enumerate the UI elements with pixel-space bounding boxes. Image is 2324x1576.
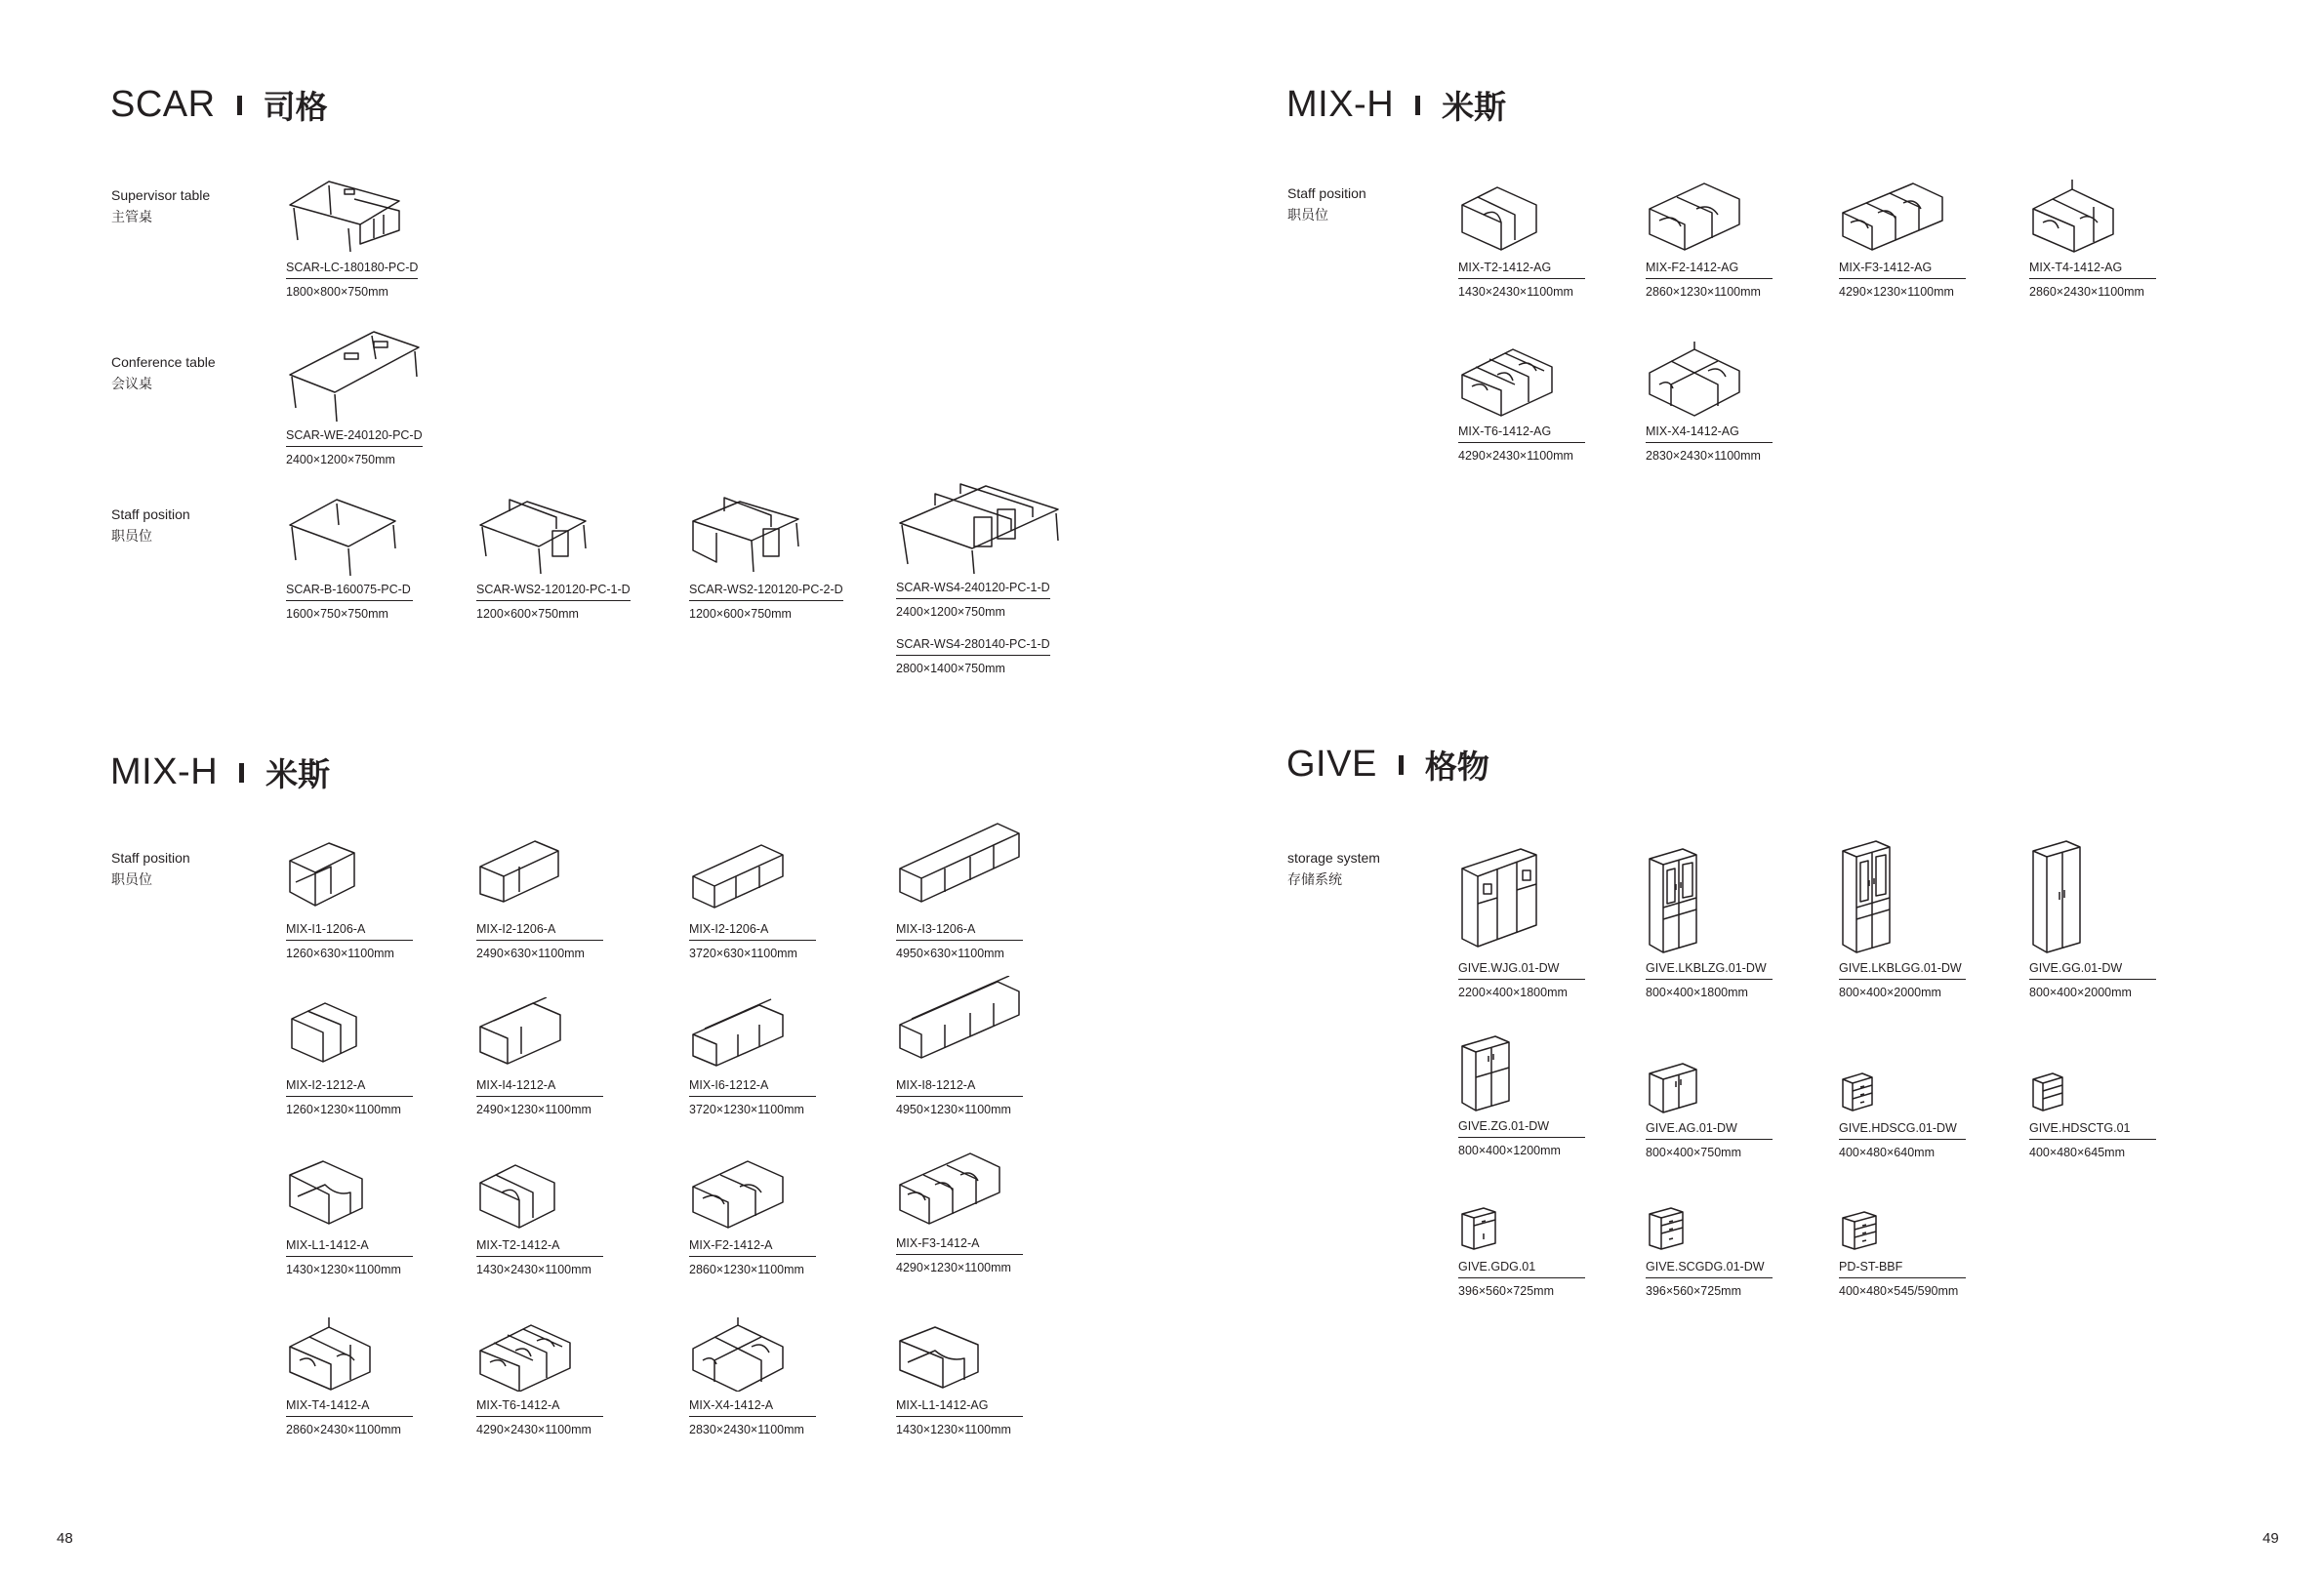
product-item — [1646, 180, 1826, 301]
product-item — [1458, 180, 1639, 301]
product-code: GIVE.SCGDG.01-DW — [1646, 1259, 1773, 1278]
cubicle-1-icon — [286, 837, 364, 915]
product-code: GIVE.ZG.01-DW — [1458, 1118, 1585, 1138]
section-title-cn: 米斯 — [1442, 89, 1507, 125]
product-item — [476, 997, 657, 1118]
product-code: PD-ST-BBF — [1839, 1259, 1966, 1278]
product-code: MIX-I6-1212-A — [689, 1077, 816, 1097]
product-code: GIVE.WJG.01-DW — [1458, 960, 1585, 980]
category-label-en: storage system — [1287, 850, 1380, 866]
product-item — [2029, 180, 2210, 301]
product-dims: 4290×2430×1100mm — [476, 1423, 591, 1436]
product-item — [1646, 845, 1826, 1001]
product-dims: 2860×1230×1100mm — [1646, 285, 1761, 299]
product-code: MIX-I4-1212-A — [476, 1077, 603, 1097]
product-item — [286, 176, 467, 301]
l-desk-icon — [286, 176, 403, 254]
t-cubicle-icon — [476, 1157, 558, 1232]
category-label-en: Staff position — [111, 850, 190, 866]
product-dims: 2400×1200×750mm — [286, 453, 395, 466]
product-item — [476, 1317, 657, 1438]
glass-cabinet-icon — [1646, 845, 1704, 954]
product-code: SCAR-WS2-120120-PC-1-D — [476, 582, 631, 601]
cubicle-double-3-icon — [689, 997, 787, 1071]
title-divider — [1399, 755, 1404, 775]
mixh-right-heading — [1286, 82, 1506, 128]
product-item — [2029, 1070, 2210, 1161]
product-code: MIX-T6-1412-AG — [1458, 424, 1585, 443]
product-dims: 2200×400×1800mm — [1458, 986, 1568, 999]
product-dims: 1260×630×1100mm — [286, 947, 394, 960]
product-dims: 4290×1230×1100mm — [896, 1261, 1011, 1274]
product-dims: 1200×600×750mm — [476, 607, 579, 621]
f3-cubicle-icon — [896, 1150, 1003, 1230]
t4-cubicle-icon — [286, 1317, 374, 1392]
product-dims: 800×400×1200mm — [1458, 1144, 1561, 1157]
product-item — [1839, 180, 2019, 301]
title-divider — [237, 96, 242, 115]
file-pedestal-icon — [1646, 1204, 1689, 1253]
f2-cubicle-icon — [1646, 180, 1743, 254]
product-dims: 3720×630×1100mm — [689, 947, 797, 960]
tall-glass-cabinet-icon — [1839, 837, 1897, 954]
product-dims: 4290×2430×1100mm — [1458, 449, 1573, 463]
product-dims: 400×480×545/590mm — [1839, 1284, 1959, 1298]
workstation-4-icon — [896, 480, 1062, 574]
product-dims: 4950×630×1100mm — [896, 947, 1004, 960]
cubicle-double-1-icon — [286, 997, 364, 1071]
product-code: GIVE.GG.01-DW — [2029, 960, 2156, 980]
product-item — [286, 997, 467, 1118]
product-code: MIX-F2-1412-A — [689, 1237, 816, 1257]
title-divider — [1415, 96, 1420, 115]
cubicle-4-icon — [896, 818, 1023, 915]
product-code: GIVE.LKBLZG.01-DW — [1646, 960, 1773, 980]
product-item — [896, 1323, 1077, 1438]
product-dims: 1430×1230×1100mm — [286, 1263, 401, 1276]
product-code: MIX-X4-1412-AG — [1646, 424, 1773, 443]
category-label-cn: 职员位 — [111, 871, 152, 887]
product-code: MIX-F3-1412-AG — [1839, 260, 1966, 279]
wide-cabinet-icon — [1458, 845, 1540, 954]
product-dims: 2830×2430×1100mm — [1646, 449, 1761, 463]
product-dims: 396×560×725mm — [1458, 1284, 1554, 1298]
title-divider — [239, 763, 244, 783]
low-cabinet-icon — [1646, 1060, 1704, 1114]
product-item — [896, 818, 1077, 962]
product-item — [286, 328, 467, 468]
product-dims: 4290×1230×1100mm — [1839, 285, 1954, 299]
product-item — [476, 1157, 657, 1278]
product-code: GIVE.GDG.01 — [1458, 1259, 1585, 1278]
product-item — [2029, 837, 2210, 1001]
medium-cabinet-icon — [1458, 1032, 1517, 1112]
product-dims: 4950×1230×1100mm — [896, 1103, 1011, 1116]
product-dims: 2490×1230×1100mm — [476, 1103, 591, 1116]
product-code: MIX-I1-1206-A — [286, 921, 413, 941]
product-code: GIVE.LKBLGG.01-DW — [1839, 960, 1966, 980]
product-item — [286, 1317, 467, 1438]
section-title-en: GIVE — [1286, 744, 1377, 785]
category-staff — [111, 847, 190, 890]
category-label-cn: 存储系统 — [1287, 871, 1342, 887]
product-code: GIVE.HDSCG.01-DW — [1839, 1120, 1966, 1140]
product-dims: 3720×1230×1100mm — [689, 1103, 804, 1116]
workstation-pedestal-icon — [689, 496, 806, 576]
product-dims: 400×480×645mm — [2029, 1146, 2125, 1159]
page-number-right: 49 — [2263, 1530, 2279, 1547]
product-item — [689, 1317, 870, 1438]
product-code: SCAR-WS2-120120-PC-2-D — [689, 582, 843, 601]
product-item — [689, 997, 870, 1118]
l-cubicle-glass-icon — [896, 1323, 984, 1392]
category-label-en: Staff position — [1287, 185, 1366, 201]
product-code: MIX-T4-1412-A — [286, 1397, 413, 1417]
category-storage — [1287, 847, 1380, 890]
cubicle-double-2-icon — [476, 997, 564, 1071]
product-code: MIX-I8-1212-A — [896, 1077, 1023, 1097]
product-dims: 1430×1230×1100mm — [896, 1423, 1011, 1436]
cubicle-double-4-icon — [896, 976, 1023, 1071]
product-item — [476, 496, 657, 623]
product-item — [286, 837, 467, 962]
product-item — [1839, 837, 2019, 1001]
cubicle-3-icon — [689, 837, 787, 915]
section-title-cn: 司格 — [263, 89, 328, 125]
product-code: GIVE.AG.01-DW — [1646, 1120, 1773, 1140]
product-code: MIX-L1-1412-A — [286, 1237, 413, 1257]
product-code: MIX-T2-1412-A — [476, 1237, 603, 1257]
product-code: MIX-T4-1412-AG — [2029, 260, 2156, 279]
category-label-en: Supervisor table — [111, 187, 211, 203]
section-title-cn: 米斯 — [265, 756, 331, 792]
product-item — [896, 1150, 1077, 1276]
product-item — [689, 496, 870, 623]
product-dims: 1260×1230×1100mm — [286, 1103, 401, 1116]
workstation-icon — [476, 496, 593, 576]
product-item — [1646, 340, 1826, 465]
category-supervisor — [111, 184, 210, 227]
product-code: MIX-L1-1412-AG — [896, 1397, 1023, 1417]
product-code: MIX-T2-1412-AG — [1458, 260, 1585, 279]
product-dims: 2490×630×1100mm — [476, 947, 585, 960]
small-pedestal-icon — [1839, 1208, 1882, 1253]
product-dims: 800×400×750mm — [1646, 1146, 1741, 1159]
product-code: MIX-F3-1412-A — [896, 1235, 1023, 1255]
category-label-cn: 主管桌 — [111, 209, 152, 224]
product-dims: 2400×1200×750mm — [896, 605, 1005, 619]
product-code: SCAR-WS4-240120-PC-1-D — [896, 580, 1050, 599]
cubicle-2-icon — [476, 837, 564, 915]
f3-cubicle-icon — [1839, 180, 1946, 254]
product-code: SCAR-LC-180180-PC-D — [286, 260, 418, 279]
category-label-en: Staff position — [111, 506, 190, 522]
product-item — [1458, 340, 1639, 465]
product-dims: 1800×800×750mm — [286, 285, 388, 299]
scar-heading — [110, 82, 328, 128]
product-code: MIX-I2-1212-A — [286, 1077, 413, 1097]
product-dims: 800×400×2000mm — [1839, 986, 1941, 999]
section-title-en: MIX-H — [1286, 84, 1395, 125]
fixed-pedestal-icon — [1458, 1204, 1501, 1253]
product-dims: 800×400×2000mm — [2029, 986, 2132, 999]
product-item — [896, 976, 1077, 1118]
product-item — [1458, 1204, 1639, 1300]
product-item — [286, 1157, 467, 1278]
product-item — [896, 480, 1077, 677]
desk-icon — [286, 496, 403, 576]
section-title-en: MIX-H — [110, 751, 219, 792]
conference-table-icon — [286, 328, 423, 422]
product-dims: 396×560×725mm — [1646, 1284, 1741, 1298]
category-staff — [111, 504, 190, 546]
category-staff — [1287, 182, 1366, 225]
category-label-cn: 会议桌 — [111, 376, 152, 391]
product-item — [286, 496, 467, 623]
t6-cubicle-icon — [1458, 340, 1556, 418]
product-item — [1458, 1032, 1639, 1159]
product-dims: 2830×2430×1100mm — [689, 1423, 804, 1436]
product-dims: 1430×2430×1100mm — [476, 1263, 591, 1276]
product-dims: 1600×750×750mm — [286, 607, 388, 621]
product-dims-alt: 2800×1400×750mm — [896, 662, 1005, 675]
product-code: MIX-T6-1412-A — [476, 1397, 603, 1417]
product-item — [689, 1157, 870, 1278]
category-label-cn: 职员位 — [1287, 207, 1328, 222]
product-dims: 2860×2430×1100mm — [286, 1423, 401, 1436]
product-item — [1458, 845, 1639, 1001]
give-heading — [1286, 742, 1489, 788]
product-item — [1839, 1070, 2019, 1161]
product-code: SCAR-WE-240120-PC-D — [286, 427, 423, 447]
f2-cubicle-icon — [689, 1157, 787, 1232]
product-code: MIX-I2-1206-A — [689, 921, 816, 941]
product-item — [1646, 1060, 1826, 1161]
category-label-en: Conference table — [111, 354, 216, 370]
tall-cabinet-icon — [2029, 837, 2088, 954]
t6-cubicle-icon — [476, 1317, 574, 1392]
page-number-left: 48 — [57, 1530, 73, 1547]
product-code: GIVE.HDSCTG.01 — [2029, 1120, 2156, 1140]
category-label-cn: 职员位 — [111, 528, 152, 544]
l-cubicle-icon — [286, 1157, 368, 1232]
product-item — [1839, 1208, 2019, 1300]
product-code: MIX-I3-1206-A — [896, 921, 1023, 941]
product-item — [689, 837, 870, 962]
product-code: SCAR-B-160075-PC-D — [286, 582, 413, 601]
t-cubicle-icon — [1458, 180, 1540, 254]
t4-cubicle-icon — [2029, 180, 2117, 254]
product-dims: 400×480×640mm — [1839, 1146, 1935, 1159]
product-code: MIX-I2-1206-A — [476, 921, 603, 941]
product-code-alt: SCAR-WS4-280140-PC-1-D — [896, 636, 1050, 656]
mobile-pedestal-icon — [1839, 1070, 1878, 1114]
product-dims: 2860×2430×1100mm — [2029, 285, 2144, 299]
product-item — [1646, 1204, 1826, 1300]
product-dims: 2860×1230×1100mm — [689, 1263, 804, 1276]
product-code: MIX-F2-1412-AG — [1646, 260, 1773, 279]
drawer-pedestal-icon — [2029, 1070, 2068, 1114]
product-dims: 1430×2430×1100mm — [1458, 285, 1573, 299]
x4-cubicle-icon — [1646, 340, 1743, 418]
product-item — [476, 837, 657, 962]
product-dims: 1200×600×750mm — [689, 607, 792, 621]
section-title-en: SCAR — [110, 84, 216, 125]
mixh-left-heading — [110, 749, 330, 795]
category-conference — [111, 351, 216, 394]
section-title-cn: 格物 — [1424, 748, 1489, 785]
x4-cubicle-icon — [689, 1317, 787, 1392]
product-dims: 800×400×1800mm — [1646, 986, 1748, 999]
product-code: MIX-X4-1412-A — [689, 1397, 816, 1417]
